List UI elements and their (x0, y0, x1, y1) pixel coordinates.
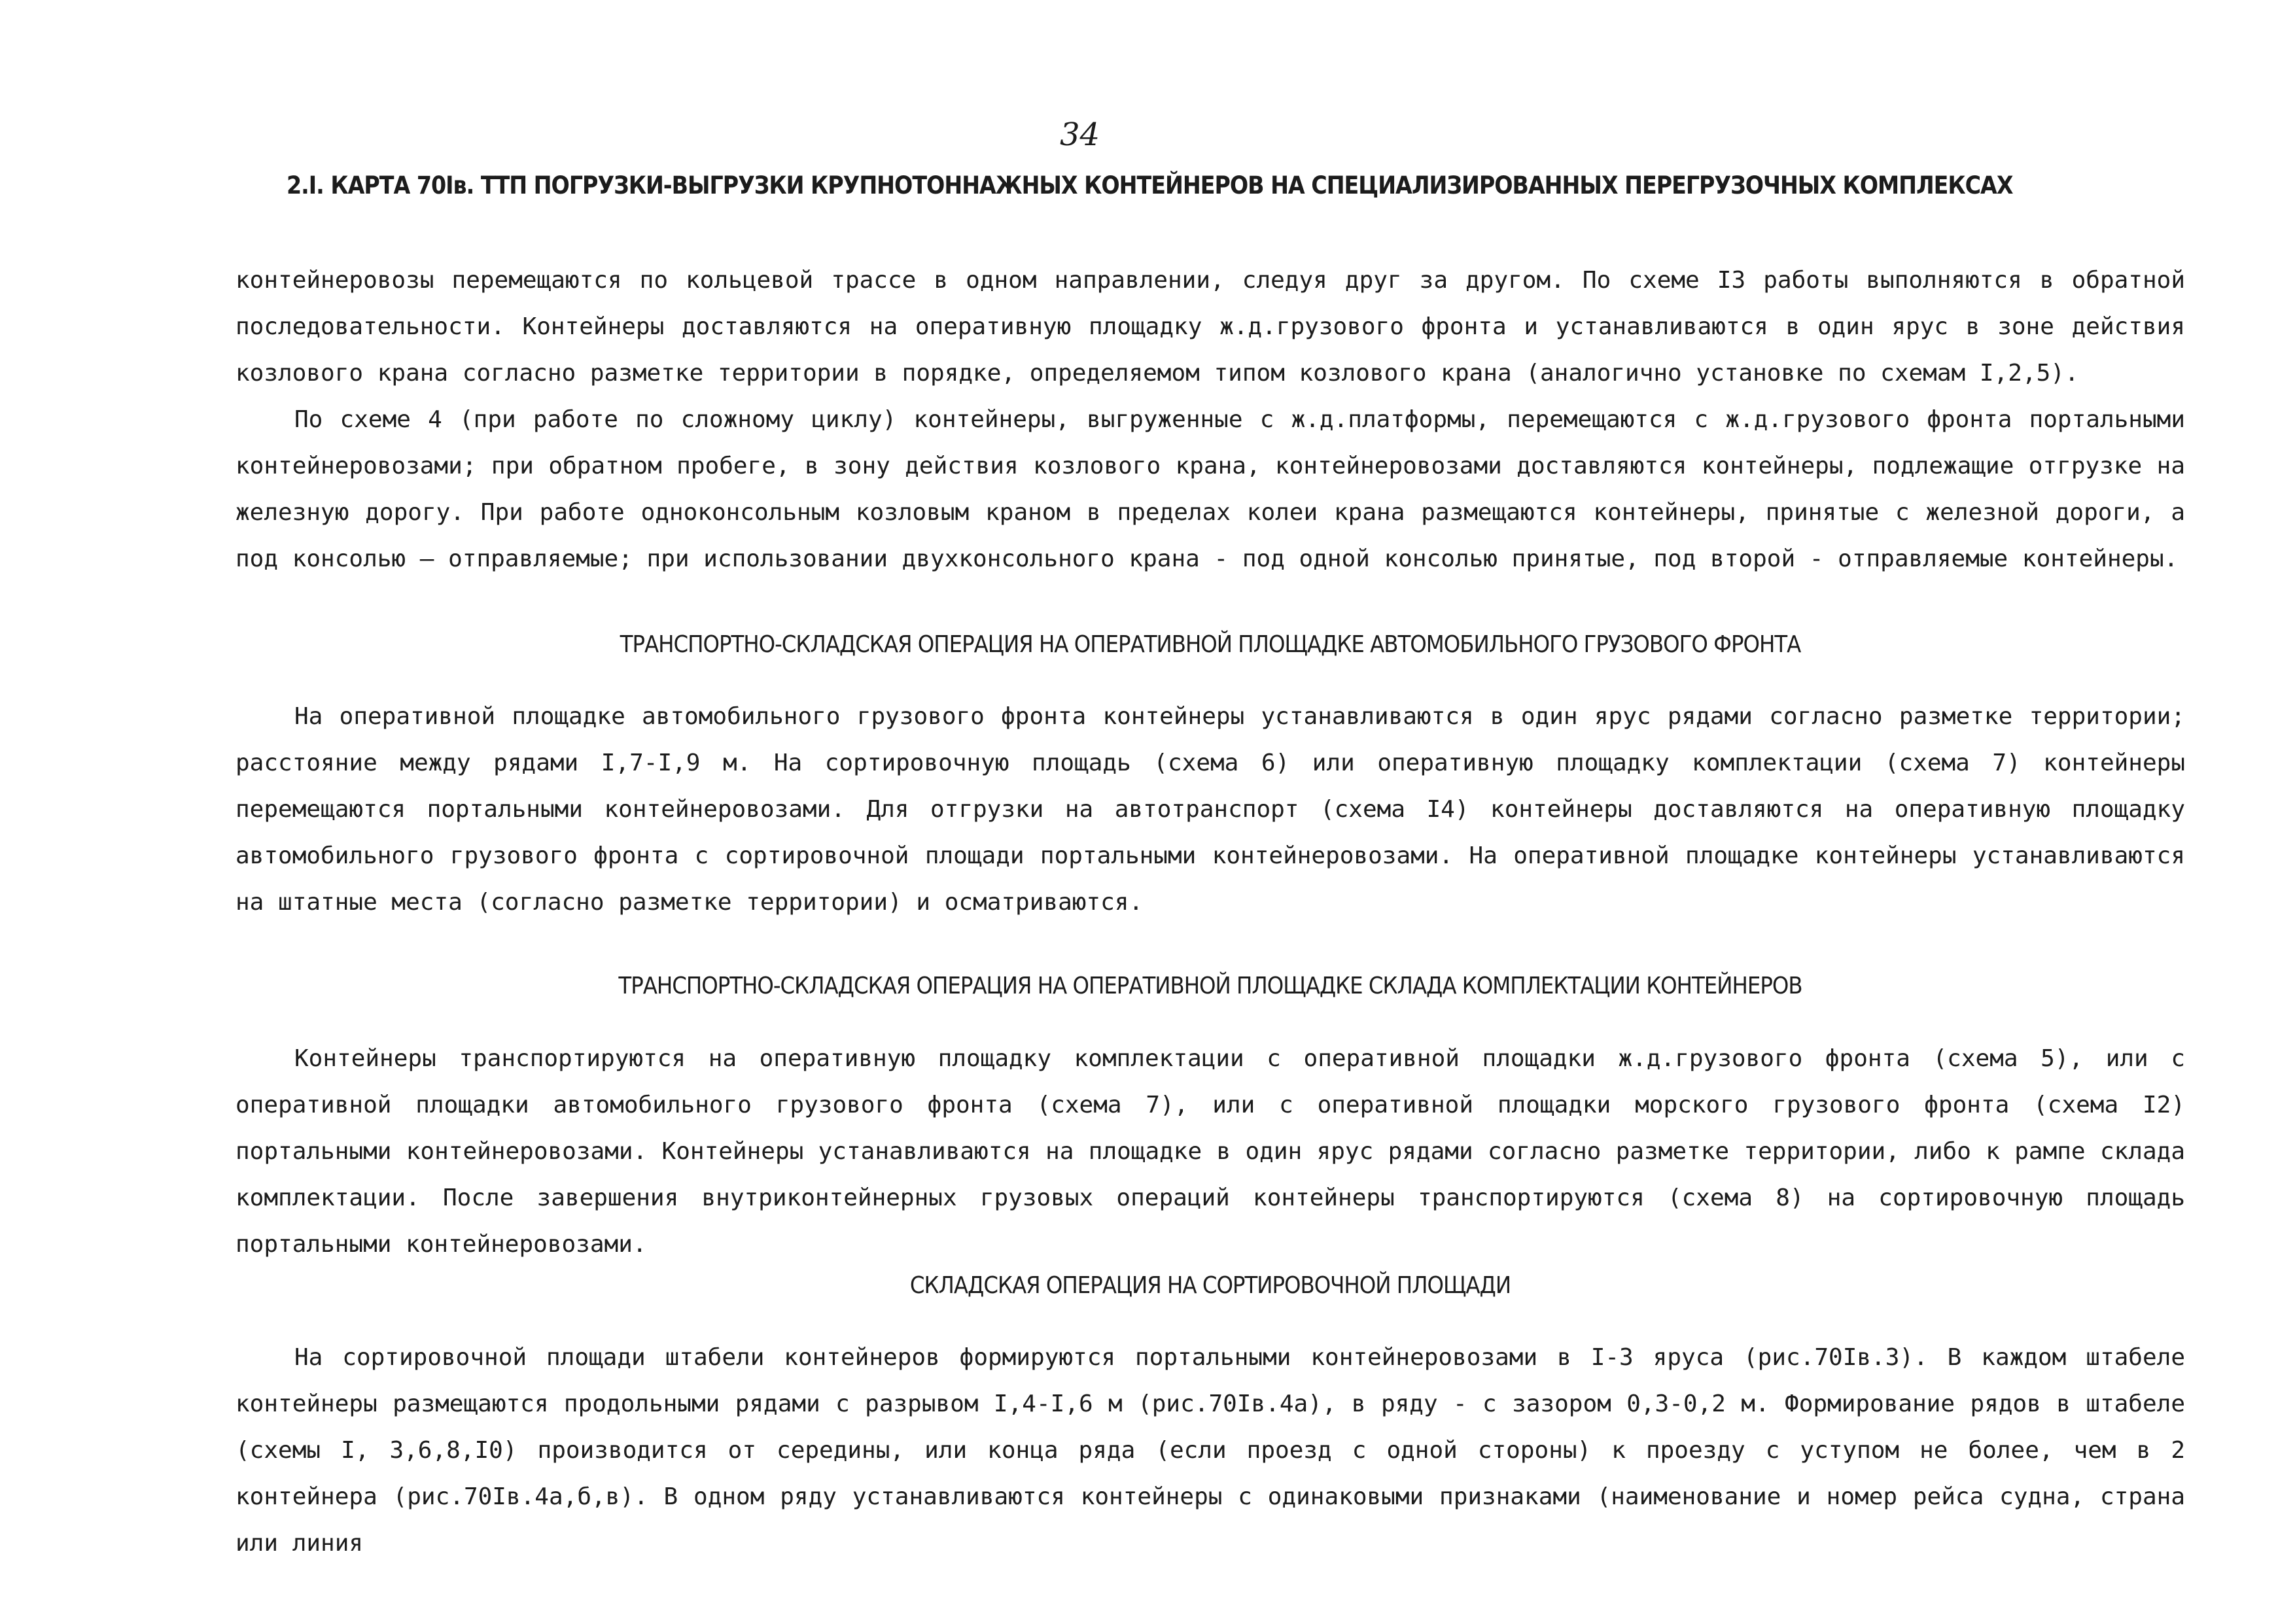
section-text-packing-warehouse: Контейнеры транспортируются на оперативную площадку комплектации с оперативной площадки ж.д.грузового фронта (схема 5), или с оперативной площадки автомобильного грузового фронта (схема 7), или с оперативной площадки морского грузового фронта (схема I2) портальными контейнеровозами. Контейнеры устанавливаются на площадке в один ярус рядами согласно разметке территории, либо к рампе склада комплектации. После завершения внутриконтейнерных грузовых операций контейнеры транспортируются (схема 8) на сортировочную площадь портальными контейнеровозами. (236, 1045, 2185, 1258)
section-heading-sorting-area: СКЛАДСКАЯ ОПЕРАЦИЯ НА СОРТИРОВОЧНОЙ ПЛОЩАДИ (909, 1272, 1511, 1299)
document-title: 2.I. КАРТА 70Iв. ТТП ПОГРУЗКИ-ВЫГРУЗКИ КРУПНОТОННАЖНЫХ КОНТЕЙНЕРОВ НА СПЕЦИАЛИЗИРОВАННЫХ ПЕРЕГРУЗОЧНЫХ КОМПЛЕКСАХ (287, 171, 2013, 199)
section-text-road-front: На оперативной площадке автомобильного грузового фронта контейнеры устанавливаются в один ярус рядами согласно разметке территории; расстояние между рядами I,7-I,9 м. На сортировочную площадь (схема 6) или оперативную площадку комплектации (схема 7) контейнеры перемещаются портальными контейнеровозами. Для отгрузки на автотранспорт (схема I4) контейнеры доставляются на оперативную площадку автомобильного грузового фронта с сортировочной площади портальными контейнеровозами. На оперативной площадке контейнеры устанавливаются на штатные места (согласно разметке территории) и осматриваются. (236, 703, 2185, 916)
section-heading-road-front: ТРАНСПОРТНО-СКЛАДСКАЯ ОПЕРАЦИЯ НА ОПЕРАТИВНОЙ ПЛОЩАДКЕ АВТОМОБИЛЬНОГО ГРУЗОВОГО ФРОНТА (620, 631, 1801, 658)
page-number: 34 (1060, 116, 1100, 153)
section-heading-packing-warehouse: ТРАНСПОРТНО-СКЛАДСКАЯ ОПЕРАЦИЯ НА ОПЕРАТИВНОЙ ПЛОЩАДКЕ СКЛАДА КОМПЛЕКТАЦИИ КОНТЕЙНЕРОВ (618, 973, 1802, 999)
intro-paragraph-1: контейнеровозы перемещаются по кольцевой трассе в одном направлении, следуя друг за другом. По схеме I3 работы выполняются в обратной последовательности. Контейнеры доставляются на оперативную площадку ж.д.грузового фронта и устанавливаются в один ярус в зоне действия козлового крана согласно разметке территории в порядке, определяемом типом козлового крана (аналогично установке по схемам I,2,5). (236, 267, 2185, 387)
section-text-sorting-area: На сортировочной площади штабели контейнеров формируются портальными контейнеровозами в I-3 яруса (рис.70Iв.3). В каждом штабеле контейнеры размещаются продольными рядами с разрывом I,4-I,6 м (рис.70Iв.4а), в ряду - с зазором 0,3-0,2 м. Формирование рядов в штабеле (схемы I, 3,6,8,I0) производится от середины, или конца ряда (если проезд с одной стороны) к проезду с уступом не более, чем в 2 контейнера (рис.70Iв.4а,б,в). В одном ряду устанавливаются контейнеры с одинаковыми признаками (наименование и номер рейса судна, страна или линия (236, 1344, 2185, 1557)
intro-paragraph-2: По схеме 4 (при работе по сложному циклу) контейнеры, выгруженные с ж.д.платформы, перемещаются с ж.д.грузового фронта портальными контейнеровозами; при обратном пробеге, в зону действия козлового крана, контейнеровозами доставляются контейнеры, подлежащие отгрузке на железную дорогу. При работе одноконсольным козловым краном в пределах колеи крана размещаются контейнеры, принятые с железной дороги, а под консолью — отправляемые; при использовании двухконсольного крана - под одной консолью принятые, под второй - отправляемые контейнеры. (236, 406, 2185, 572)
